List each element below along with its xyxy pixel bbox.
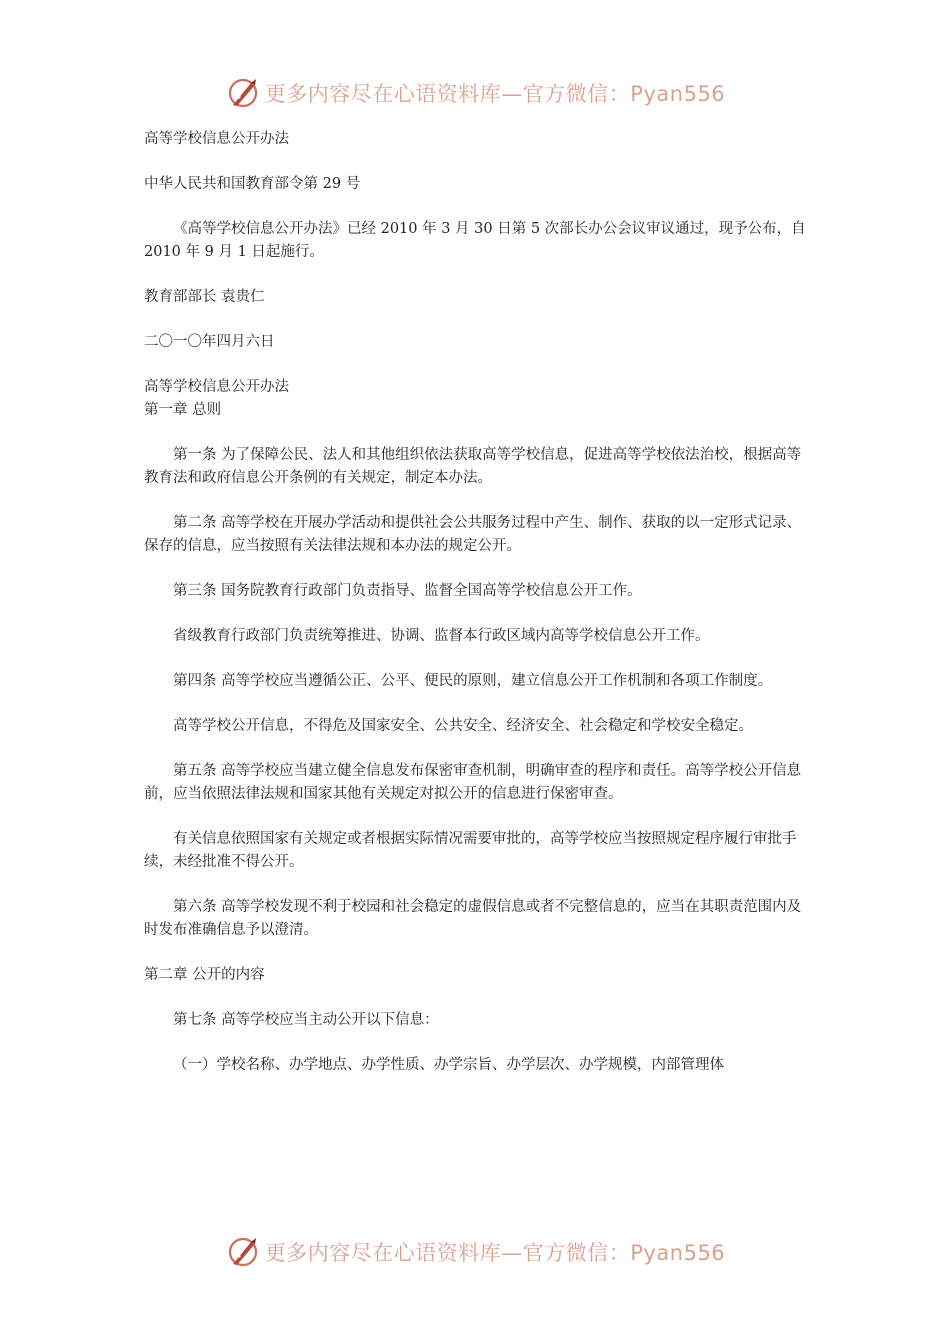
article-4: 第四条 高等学校应当遵循公正、公平、便民的原则，建立信息公开工作机制和各项工作制度。 xyxy=(173,673,773,689)
document-body xyxy=(144,128,814,1099)
article-6: 第六条 高等学校发现不利于校园和社会稳定的虚假信息或者不完整信息的，应当在其职责范围内及时发布准确信息予以澄清。 xyxy=(144,899,802,938)
decree-number: 中华人民共和国教育部令第 29 号 xyxy=(144,176,361,192)
article-2: 第二条 高等学校在开展办学活动和提供社会公共服务过程中产生、制作、获取的以一定形式记录、保存的信息，应当按照有关法律法规和本办法的规定公开。 xyxy=(144,515,802,554)
article-5-paragraph-2: 有关信息依照国家有关规定或者根据实际情况需要审批的，高等学校应当按照规定程序履行审批手续，未经批准不得公开。 xyxy=(144,831,797,870)
chapter-2-heading: 第二章 公开的内容 xyxy=(144,967,265,983)
quill-pen-icon xyxy=(225,1234,261,1270)
issue-date: 二〇一〇年四月六日 xyxy=(144,334,275,350)
watermark-text: 更多内容尽在心语资料库—官方微信：Pyan556 xyxy=(264,1241,726,1265)
article-5: 第五条 高等学校应当建立健全信息发布保密审查机制，明确审查的程序和责任。高等学校公开信息前，应当依照法律法规和国家其他有关规定对拟公开的信息进行保密审查。 xyxy=(144,763,802,802)
signer: 教育部部长 袁贵仁 xyxy=(144,289,265,305)
article-7-item-1: （一）学校名称、办学地点、办学性质、办学宗旨、办学层次、办学规模，内部管理体 xyxy=(173,1057,724,1073)
article-3: 第三条 国务院教育行政部门负责指导、监督全国高等学校信息公开工作。 xyxy=(173,583,642,599)
article-4-paragraph-2: 高等学校公开信息，不得危及国家安全、公共安全、经济安全、社会稳定和学校安全稳定。 xyxy=(173,718,753,734)
watermark-banner-bottom xyxy=(0,1232,950,1272)
article-3-paragraph-2: 省级教育行政部门负责统筹推进、协调、监督本行政区域内高等学校信息公开工作。 xyxy=(173,628,710,644)
announcement-paragraph: 《高等学校信息公开办法》已经 2010 年 3 月 30 日第 5 次部长办公会议审议通过，现予公布，自 2010 年 9 月 1 日起施行。 xyxy=(144,221,806,260)
chapter-1-heading: 第一章 总则 xyxy=(144,402,222,418)
quill-pen-icon xyxy=(225,75,261,111)
watermark-banner-top xyxy=(0,73,950,113)
watermark-text: 更多内容尽在心语资料库—官方微信：Pyan556 xyxy=(264,82,726,106)
doc-title: 高等学校信息公开办法 xyxy=(144,131,289,147)
doc-title-repeat: 高等学校信息公开办法 xyxy=(144,379,289,395)
article-7: 第七条 高等学校应当主动公开以下信息： xyxy=(173,1012,439,1028)
article-1: 第一条 为了保障公民、法人和其他组织依法获取高等学校信息，促进高等学校依法治校，根据高等教育法和政府信息公开条例的有关规定，制定本办法。 xyxy=(144,447,802,486)
